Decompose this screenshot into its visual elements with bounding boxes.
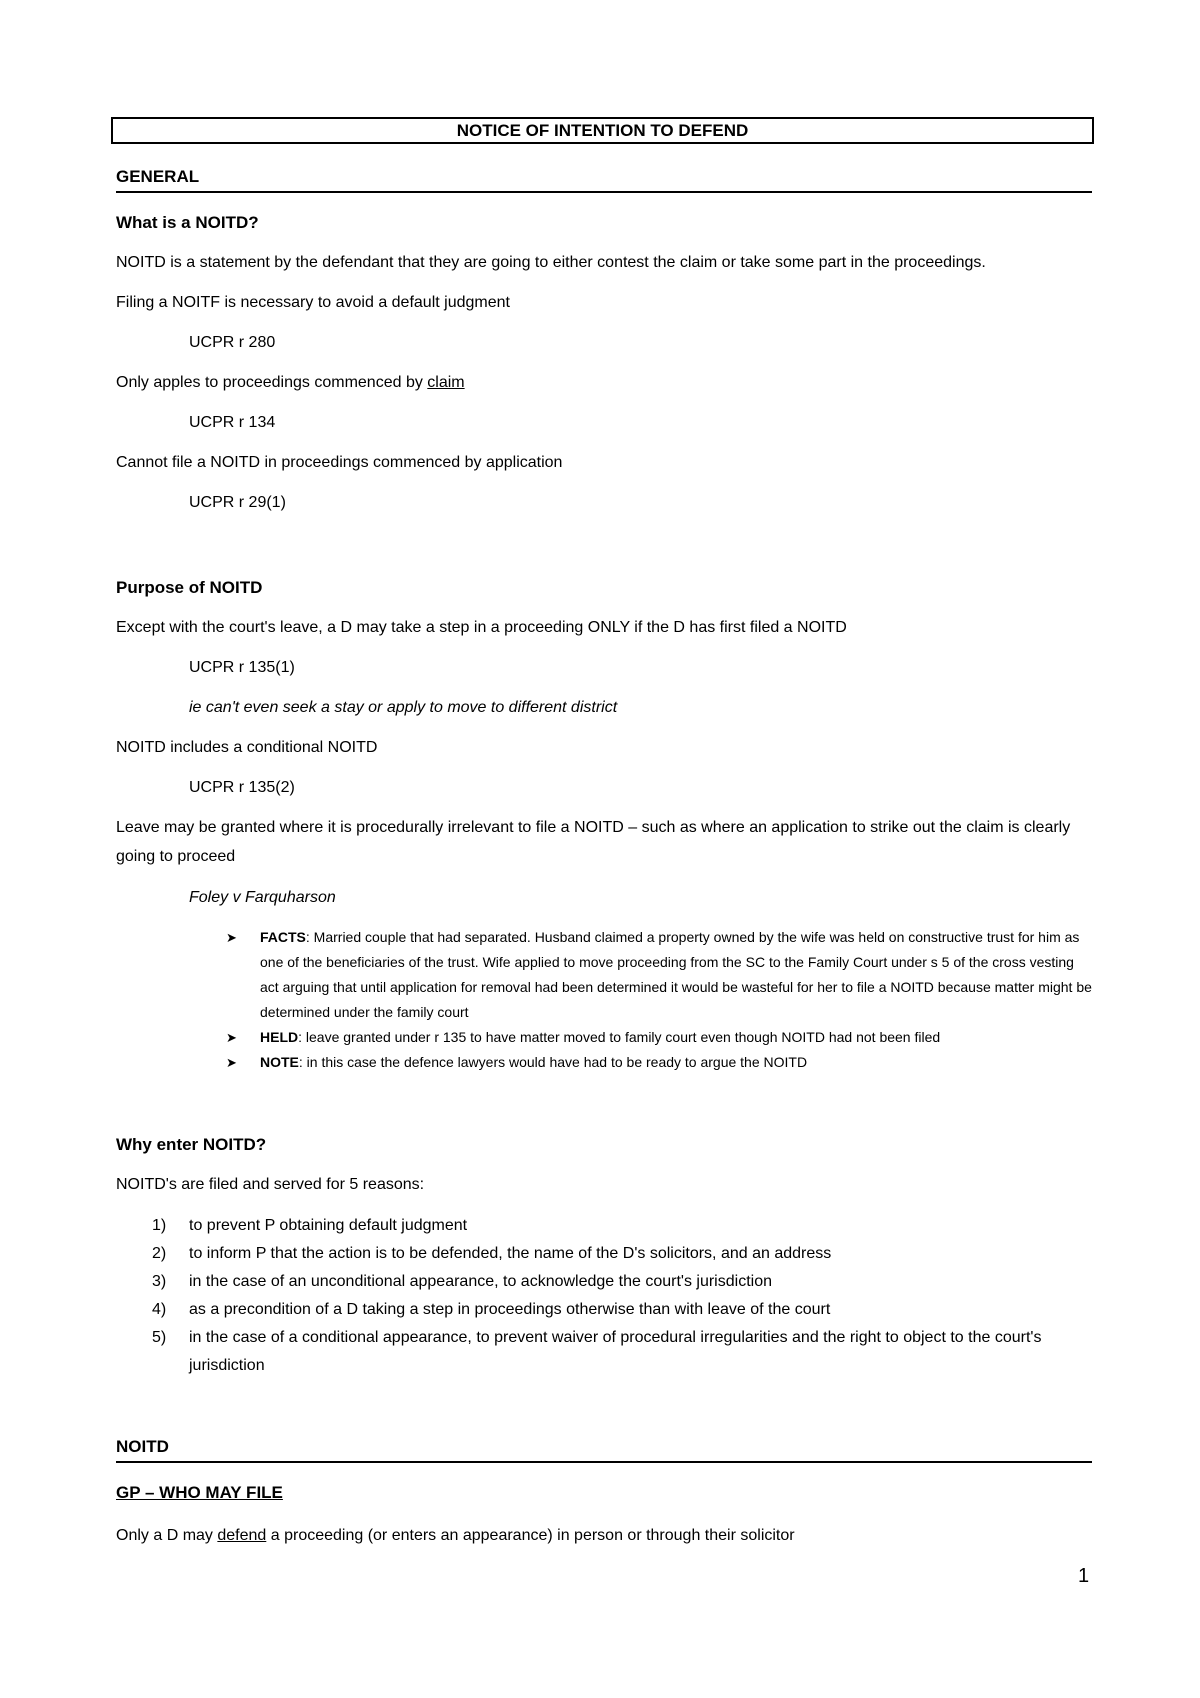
case-name: Foley v Farquharson [189, 889, 336, 906]
rule-reference: UCPR r 134 [189, 414, 276, 431]
page-number: 1 [1078, 1565, 1090, 1587]
list-item [226, 925, 1096, 1025]
paragraph: Cannot file a NOITD in proceedings commenced by application [116, 454, 563, 471]
list-text: to inform P that the action is to be defended, the name of the D's solicitors, and an address [189, 1245, 832, 1262]
italic-note: ie can't even seek a stay or apply to move to different district [189, 699, 618, 716]
rule-reference: UCPR r 135(2) [189, 779, 295, 796]
arrow-bullet-icon: ➤ [226, 1055, 237, 1070]
underlined-term: claim [427, 374, 465, 391]
bullet-text: : in this case the defence lawyers would have had to be ready to argue the NOITD [298, 1054, 808, 1070]
list-item [226, 1050, 1096, 1075]
paragraph: Leave may be granted where it is procedurally irrelevant to file a NOITD – such as where an application to strike out the claim is clearly going to proceed [116, 819, 1071, 865]
list-number: 2) [152, 1245, 167, 1262]
bullet-text: : leave granted under r 135 to have matter moved to family court even though NOITD had not been filed [298, 1029, 941, 1045]
bullet-text: : Married couple that had separated. Husband claimed a property owned by the wife was held on constructive trust for him as one of the beneficiaries of the trust. Wife applied to move proceeding from the SC to the Family Court under s 5 of the cross vesting act arguing that until application for removal had been determined it would be wasteful for her to file a NOITD because matter might be determined under the family court [260, 929, 1092, 1020]
paragraph [116, 1527, 795, 1545]
list-number: 5) [152, 1329, 167, 1346]
subheading-purpose: Purpose of NOITD [116, 578, 263, 597]
arrow-bullet-icon: ➤ [226, 930, 237, 945]
subheading-why: Why enter NOITD? [116, 1135, 267, 1154]
arrow-bullet-icon: ➤ [226, 1030, 237, 1045]
paragraph [116, 374, 465, 392]
list-text: in the case of a conditional appearance, to prevent waiver of procedural irregularities and the right to object to the court's jurisdiction [189, 1329, 1042, 1374]
bullet-label: HELD [260, 1029, 299, 1045]
underlined-term: defend [217, 1527, 267, 1544]
paragraph: Filing a NOITF is necessary to avoid a default judgment [116, 294, 510, 311]
document-title: NOTICE OF INTENTION TO DEFEND [111, 117, 1094, 144]
section-heading-noitd: NOITD [116, 1437, 1092, 1463]
text-span: a proceeding (or enters an appearance) in person or through their solicitor [266, 1527, 795, 1544]
bullet-label: NOTE [260, 1054, 299, 1070]
list-item [152, 1296, 1092, 1324]
reasons-list [152, 1212, 1092, 1380]
list-text: to prevent P obtaining default judgment [189, 1217, 468, 1234]
list-number: 1) [152, 1217, 167, 1234]
text-span: Only apples to proceedings commenced by [116, 374, 428, 391]
list-item [152, 1324, 1092, 1380]
text-span: Only a D may [116, 1527, 218, 1544]
rule-reference: UCPR r 135(1) [189, 659, 295, 676]
list-item [226, 1025, 1096, 1050]
list-text: as a precondition of a D taking a step in proceedings otherwise than with leave of the court [189, 1301, 831, 1318]
list-item [152, 1212, 1092, 1240]
list-number: 3) [152, 1273, 167, 1290]
case-bullet-list [226, 925, 1096, 1075]
section-heading-general: GENERAL [116, 167, 1092, 193]
paragraph: NOITD includes a conditional NOITD [116, 739, 378, 756]
rule-reference: UCPR r 280 [189, 334, 276, 351]
subheading-what-is: What is a NOITD? [116, 213, 259, 232]
rule-reference: UCPR r 29(1) [189, 494, 286, 511]
subheading-who-may-file: GP – WHO MAY FILE [116, 1483, 283, 1502]
list-item [152, 1268, 1092, 1296]
list-number: 4) [152, 1301, 167, 1318]
list-text: in the case of an unconditional appearance, to acknowledge the court's jurisdiction [189, 1273, 772, 1290]
paragraph: Except with the court's leave, a D may take a step in a proceeding ONLY if the D has first filed a NOITD [116, 619, 847, 636]
paragraph: NOITD is a statement by the defendant that they are going to either contest the claim or take some part in the proceedings. [116, 254, 986, 271]
paragraph: NOITD's are filed and served for 5 reasons: [116, 1176, 425, 1193]
bullet-label: FACTS [260, 929, 306, 945]
list-item [152, 1240, 1092, 1268]
